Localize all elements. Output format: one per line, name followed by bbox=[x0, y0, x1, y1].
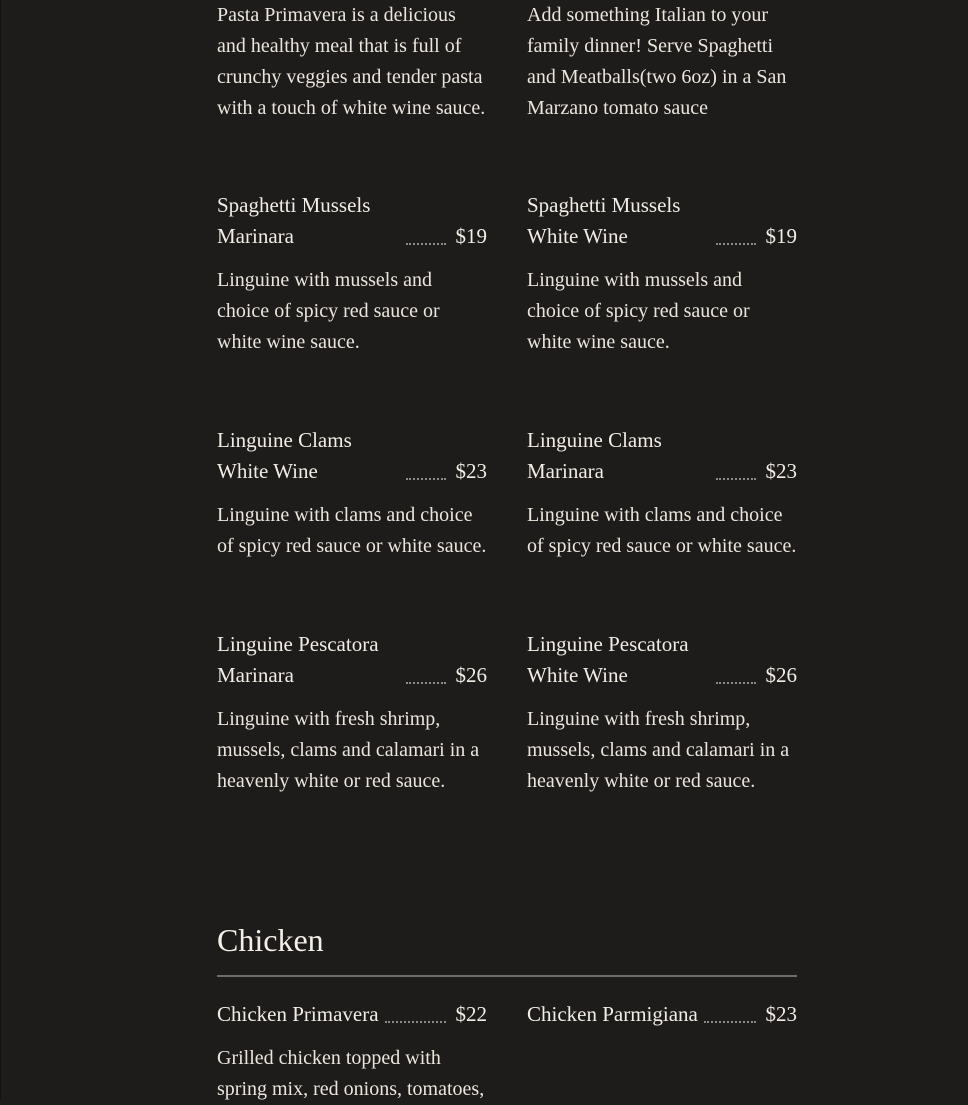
menu-item bbox=[527, 425, 797, 562]
menu-item-header bbox=[217, 190, 487, 252]
dot-leader bbox=[406, 682, 446, 684]
menu-item-price: $23 bbox=[765, 459, 797, 483]
menu-item-name: Chicken Parmigiana bbox=[527, 1002, 698, 1026]
menu-item-header bbox=[217, 999, 487, 1030]
pasta-items-row-3 bbox=[217, 629, 797, 797]
menu-item-name: Linguine Pescatora White Wine bbox=[527, 632, 689, 687]
menu-item-name: Linguine Clams White Wine bbox=[217, 428, 352, 483]
menu-item-price: $19 bbox=[765, 224, 797, 248]
menu-item-name: Linguine Clams Marinara bbox=[527, 428, 662, 483]
chicken-items-row-1 bbox=[217, 999, 797, 1105]
menu-item-price: $23 bbox=[455, 459, 487, 483]
dot-leader bbox=[716, 243, 756, 245]
menu-item bbox=[527, 629, 797, 797]
menu-item bbox=[217, 425, 487, 562]
pasta-top-descriptions bbox=[217, 0, 797, 124]
menu-item-description: Grilled chicken topped with spring mix, red onions, tomatoes, bbox=[217, 1047, 485, 1100]
menu-item-description: Linguine with mussels and choice of spicy red sauce or white wine sauce. bbox=[527, 269, 750, 353]
dot-leader bbox=[716, 682, 756, 684]
menu-item-name: Spaghetti Mussels Marinara bbox=[217, 193, 371, 248]
menu-item-description: Linguine with fresh shrimp, mussels, clams and calamari in a heavenly white or red sauce. bbox=[217, 708, 480, 792]
pasta-items-row-2 bbox=[217, 425, 797, 562]
menu-item-name: Linguine Pescatora Marinara bbox=[217, 632, 379, 687]
pasta-items-row-1 bbox=[217, 190, 797, 358]
menu-item-price: $23 bbox=[765, 1002, 797, 1026]
dot-leader bbox=[406, 478, 446, 480]
dot-leader bbox=[406, 243, 446, 245]
menu-item-description: Linguine with clams and choice of spicy red sauce or white sauce. bbox=[217, 504, 487, 557]
menu-item-description: Add something Italian to your family dinner! Serve Spaghetti and Meatballs(two 6oz) in a San Marzano tomato sauce bbox=[527, 4, 787, 119]
menu-item-header bbox=[527, 190, 797, 252]
menu-item-header bbox=[527, 629, 797, 691]
dot-leader bbox=[704, 1021, 756, 1023]
menu-item bbox=[527, 190, 797, 358]
section-title: Chicken bbox=[217, 922, 324, 958]
menu-item-name: Spaghetti Mussels White Wine bbox=[527, 193, 681, 248]
menu-item bbox=[527, 0, 797, 124]
menu-item-price: $26 bbox=[765, 663, 797, 687]
menu-item-header bbox=[217, 425, 487, 487]
menu-item-header bbox=[217, 629, 487, 691]
menu-item-description: Linguine with clams and choice of spicy red sauce or white sauce. bbox=[527, 504, 797, 557]
section-divider bbox=[217, 975, 797, 977]
menu-item-name: Chicken Primavera bbox=[217, 1002, 379, 1026]
dot-leader bbox=[716, 478, 756, 480]
menu-item-header bbox=[527, 999, 797, 1030]
menu-item-header bbox=[527, 425, 797, 487]
menu-item-description: Linguine with fresh shrimp, mussels, clams and calamari in a heavenly white or red sauce. bbox=[527, 708, 790, 792]
menu-item bbox=[527, 999, 797, 1105]
menu-item bbox=[217, 629, 487, 797]
menu-item-price: $19 bbox=[455, 224, 487, 248]
menu-item bbox=[217, 0, 487, 124]
menu-item-price: $26 bbox=[455, 663, 487, 687]
menu-item-price: $22 bbox=[455, 1002, 487, 1026]
menu-item bbox=[217, 999, 487, 1105]
menu-item-description: Pasta Primavera is a delicious and healthy meal that is full of crunchy veggies and tender pasta with a touch of white wine sauce. bbox=[217, 4, 486, 119]
menu-item-description: Linguine with mussels and choice of spicy red sauce or white wine sauce. bbox=[217, 269, 440, 353]
dot-leader bbox=[385, 1021, 446, 1023]
menu-item bbox=[217, 190, 487, 358]
chicken-section bbox=[217, 920, 797, 1105]
